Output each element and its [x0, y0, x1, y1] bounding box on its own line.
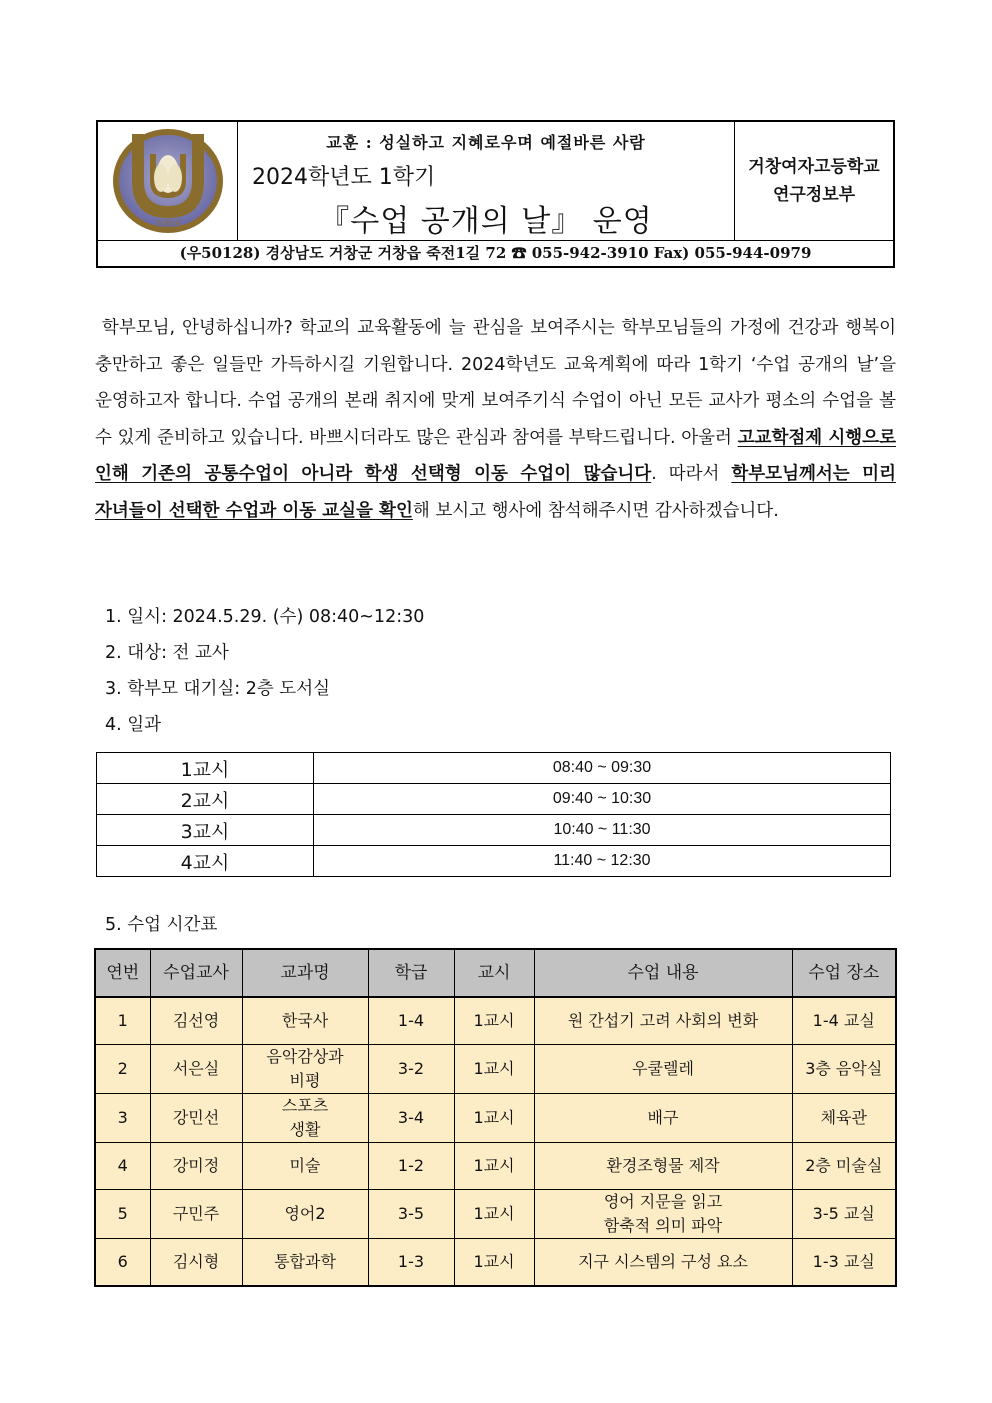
timetable-row: [95, 1045, 896, 1094]
timetable-cell: 미술: [242, 1143, 368, 1190]
schedule-time: 08:40 ~ 09:30: [314, 753, 891, 784]
header-center: [238, 122, 734, 240]
item-timetable-label: 5. 수업 시간표: [105, 915, 218, 935]
item-waiting-room: 3. 학부모 대기실: 2층 도서실: [105, 679, 331, 699]
schedule-time: 11:40 ~ 12:30: [314, 846, 891, 877]
timetable-header-cell: 수업교사: [150, 949, 242, 997]
timetable-cell: 서은실: [150, 1045, 242, 1094]
timetable-cell: 6: [95, 1239, 150, 1287]
timetable-cell: 김시형: [150, 1239, 242, 1287]
schedule-row: [97, 753, 891, 784]
timetable-header-cell: 수업 장소: [792, 949, 896, 997]
timetable-cell: 1-3 교실: [792, 1239, 896, 1287]
timetable-cell: 환경조형물 제작: [534, 1143, 792, 1190]
department-name: 연구정보부: [772, 185, 856, 205]
timetable-cell: 우쿨렐레: [534, 1045, 792, 1094]
timetable-cell: 구민주: [150, 1190, 242, 1239]
schedule-time: 09:40 ~ 10:30: [314, 784, 891, 815]
timetable-cell: 1: [95, 997, 150, 1045]
timetable-cell: 3: [95, 1094, 150, 1143]
timetable-cell: 3-5 교실: [792, 1190, 896, 1239]
timetable-cell: 2층 미술실: [792, 1143, 896, 1190]
intro-emphasis-1: 고교학점제 시행으로 인해 기존의 공통수업이 아니라 학생 선택형 이동 수업이 많습니다: [95, 427, 896, 484]
school-logo: [110, 126, 228, 236]
timetable-row: [95, 1094, 896, 1143]
timetable-cell: 1교시: [454, 997, 534, 1045]
schedule-row: [97, 846, 891, 877]
document-header: [96, 120, 895, 268]
school-name: 거창여자고등학교: [748, 157, 880, 177]
timetable-header-cell: 교시: [454, 949, 534, 997]
schedule-period: 1교시: [97, 753, 314, 784]
timetable-cell: 1교시: [454, 1094, 534, 1143]
timetable-header-row: [95, 949, 896, 997]
timetable-header-cell: 수업 내용: [534, 949, 792, 997]
logo-text: 거창여: [154, 220, 182, 230]
schedule-row: [97, 815, 891, 846]
timetable-cell: 강미정: [150, 1143, 242, 1190]
timetable-cell: 3층 음악실: [792, 1045, 896, 1094]
school-motto: 교훈 : 성실하고 지혜로우며 예절바른 사람: [326, 133, 646, 152]
timetable-cell: 강민선: [150, 1094, 242, 1143]
intro-paragraph: [95, 310, 896, 529]
timetable-cell: 1-4 교실: [792, 997, 896, 1045]
timetable-cell: 2: [95, 1045, 150, 1094]
timetable-header-cell: 학급: [368, 949, 454, 997]
timetable-cell: 1교시: [454, 1190, 534, 1239]
timetable-cell: 4: [95, 1143, 150, 1190]
timetable-cell: 배구: [534, 1094, 792, 1143]
item-target: 2. 대상: 전 교사: [105, 643, 229, 663]
timetable-cell: 1교시: [454, 1045, 534, 1094]
timetable-cell: 영어2: [242, 1190, 368, 1239]
timetable-header-cell: 연번: [95, 949, 150, 997]
timetable-cell: 김선영: [150, 997, 242, 1045]
timetable-cell: 1-4: [368, 997, 454, 1045]
item-date: 1. 일시: 2024.5.29. (수) 08:40~12:30: [105, 607, 425, 627]
timetable-row: [95, 1190, 896, 1239]
timetable-cell: 체육관: [792, 1094, 896, 1143]
timetable-cell: 지구 시스템의 구성 요소: [534, 1239, 792, 1287]
timetable-header-cell: 교과명: [242, 949, 368, 997]
header-issuer: [734, 122, 893, 240]
item-schedule-label: 4. 일과: [105, 715, 162, 735]
class-timetable: [94, 948, 897, 1287]
timetable-cell: 원 간섭기 고려 사회의 변화: [534, 997, 792, 1045]
intro-text-3: 해 보시고 행사에 참석해주시면 감사하겠습니다.: [412, 500, 779, 521]
logo-cell: [98, 122, 238, 240]
schedule-time: 10:40 ~ 11:30: [314, 815, 891, 846]
timetable-cell: 스포츠 생활: [242, 1094, 368, 1143]
timetable-cell: 3-5: [368, 1190, 454, 1239]
schedule-period: 2교시: [97, 784, 314, 815]
timetable-cell: 1-3: [368, 1239, 454, 1287]
intro-text-1: 학부모님, 안녕하십니까? 학교의 교육활동에 늘 관심을 보여주시는 학부모님들의 가정에 건강과 행복이 충만하고 좋은 일들만 가득하시길 기원합니다. 2024학년도 교육계획에 따라 1학기 ‘수업 공개의 날’을 운영하고자 합니다. 수업 공개의 본래 취지에 맞게 보여주기식 수업이 아닌 모든 교사가 평소의 수업을 볼 수 있게 준비하고 있습니다. 바쁘시더라도 많은 관심과 참여를 부탁드립니다. 아울러: [95, 318, 896, 448]
timetable-cell: 1교시: [454, 1143, 534, 1190]
schedule-period: 4교시: [97, 846, 314, 877]
timetable-cell: 5: [95, 1190, 150, 1239]
intro-emphasis-2: 학부모님께서는 미리 자녀들이 선택한 수업과 이동 교실을 확인: [95, 464, 896, 521]
schedule-period: 3교시: [97, 815, 314, 846]
semester-label: 2024학년도 1학기: [252, 165, 436, 190]
timetable-cell: 영어 지문을 읽고 함축적 의미 파악: [534, 1190, 792, 1239]
intro-text-2: . 따라서: [651, 464, 732, 484]
page-title: 『수업 공개의 날』 운영: [319, 204, 653, 239]
timetable-cell: 한국사: [242, 997, 368, 1045]
timetable-row: [95, 1143, 896, 1190]
timetable-row: [95, 1239, 896, 1287]
schedule-row: [97, 784, 891, 815]
timetable-cell: 통합과학: [242, 1239, 368, 1287]
timetable-cell: 3-4: [368, 1094, 454, 1143]
timetable-row: [95, 997, 896, 1045]
address-line: (우50128) 경상남도 거창군 거창읍 죽전1길 72 ☎ 055-942-3910 Fax) 055-944-0979: [98, 240, 893, 266]
timetable-cell: 1교시: [454, 1239, 534, 1287]
timetable-cell: 3-2: [368, 1045, 454, 1094]
daily-schedule-table: [96, 752, 891, 877]
timetable-cell: 음악감상과 비평: [242, 1045, 368, 1094]
timetable-cell: 1-2: [368, 1143, 454, 1190]
